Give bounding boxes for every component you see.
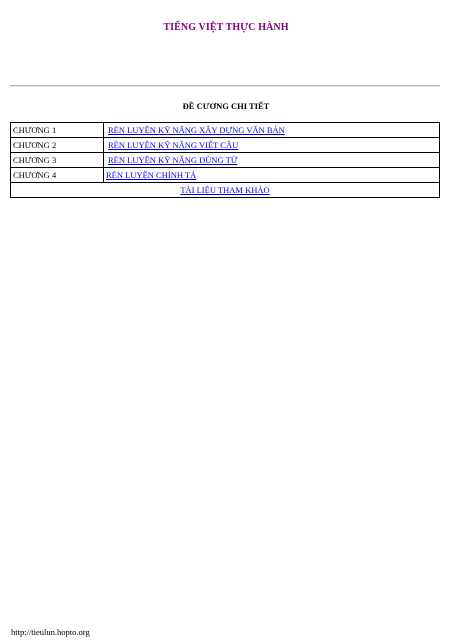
outline-title: ĐỀ CƯƠNG CHI TIẾT <box>182 101 270 111</box>
chapter-cell <box>104 153 440 168</box>
table-row <box>11 168 440 183</box>
references-link[interactable]: TÀI LIỆU THAM KHẢO <box>180 185 270 195</box>
chapter-cell <box>104 168 440 183</box>
table-row <box>11 138 440 153</box>
chapter-label: CHƯƠNG 2 <box>11 138 104 153</box>
page-title: TIẾNG VIỆT THỰC HÀNH <box>163 22 289 33</box>
footer-url: http://tieulun.hopto.org <box>11 627 90 637</box>
chapter-1-link[interactable]: RÈN LUYỆN KỸ NĂNG XÂY DỰNG VĂN BẢN <box>108 125 285 135</box>
chapter-cell <box>104 123 440 138</box>
horizontal-divider <box>10 85 440 87</box>
table-row <box>11 123 440 138</box>
chapter-label: CHƯƠNG 1 <box>11 123 104 138</box>
chapter-2-link[interactable]: RÈN LUYỆN KỸ NĂNG VIẾT CÂU <box>108 140 239 150</box>
table-row <box>11 183 440 198</box>
references-cell <box>11 183 440 198</box>
chapter-cell <box>104 138 440 153</box>
chapter-label: CHƯƠNG 4 <box>11 168 104 183</box>
chapter-3-link[interactable]: RÈN LUYỆN KỸ NĂNG DÙNG TỪ <box>108 155 238 165</box>
chapter-label: CHƯƠNG 3 <box>11 153 104 168</box>
outline-table <box>10 122 440 198</box>
table-row <box>11 153 440 168</box>
chapter-4-link[interactable]: RÈN LUYỆN CHÍNH TẢ <box>106 170 197 180</box>
